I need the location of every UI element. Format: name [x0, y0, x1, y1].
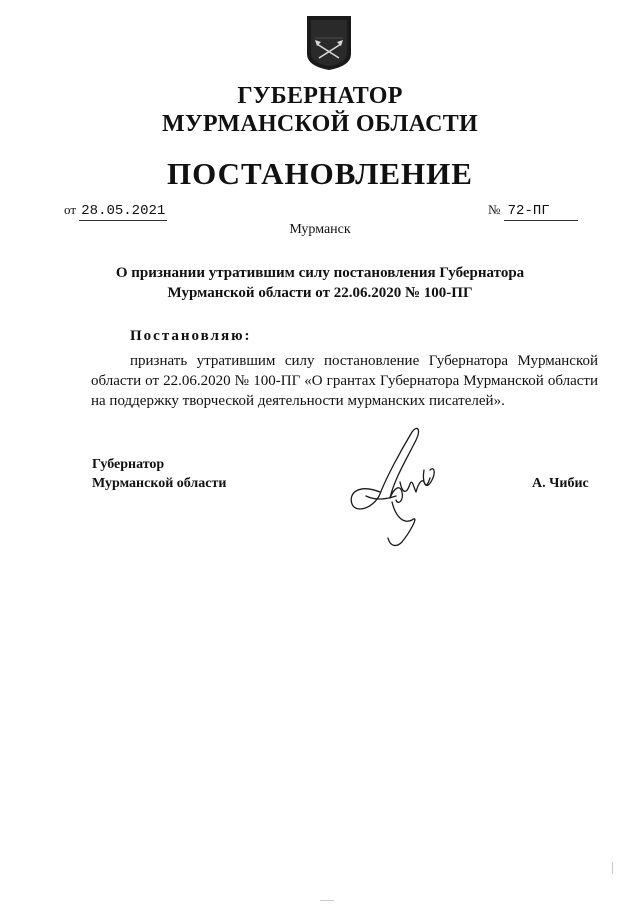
document-subject: О признании утратившим силу постановления Губернатора Мурманской области от 22.06.2020 № 100-ПГ — [115, 265, 525, 301]
signatory-position — [92, 455, 226, 493]
body-paragraph: признать утратившим силу постановление Губернатора Мурманской области от 22.06.2020 № 100-ПГ «О грантах Губернатора Мурманской области на поддержку творческой деятельности мурманских писателей». — [91, 353, 598, 409]
decree-word: Постановляю: — [130, 328, 252, 344]
coat-of-arms-icon — [305, 14, 353, 72]
signatory-position-line2: Мурманской области — [92, 476, 227, 491]
scan-mark — [320, 900, 334, 901]
number-prefix: № — [488, 202, 501, 217]
number-value: 72-ПГ — [504, 202, 578, 221]
date-value: 28.05.2021 — [81, 203, 166, 219]
issuer-title-line2: МУРМАНСКОЙ ОБЛАСТИ — [162, 111, 478, 137]
document-type-heading: ПОСТАНОВЛЕНИЕ — [167, 156, 473, 191]
document-date — [64, 201, 167, 221]
signatory-name: А. Чибис — [532, 476, 589, 491]
issuer-title-line1: ГУБЕРНАТОР — [237, 83, 403, 109]
document-number — [488, 201, 578, 221]
date-prefix: от — [64, 202, 77, 217]
scan-mark — [612, 862, 613, 874]
document-city: Мурманск — [289, 222, 351, 237]
handwritten-signature-icon — [340, 422, 450, 552]
signatory-position-line1: Губернатор — [92, 457, 165, 472]
